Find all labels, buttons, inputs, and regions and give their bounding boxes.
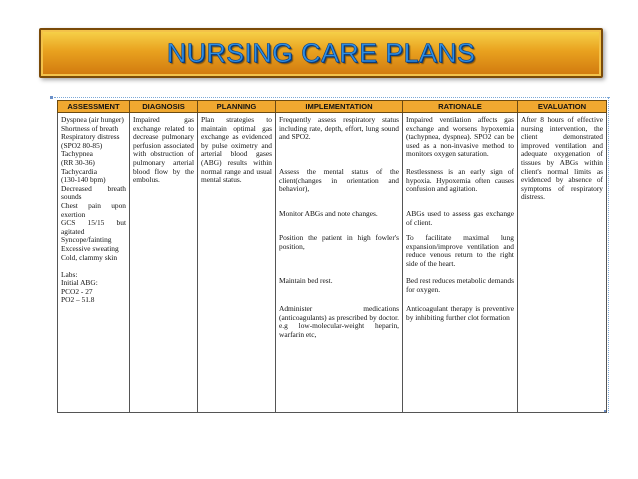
title-banner bbox=[39, 28, 603, 78]
header-diagnosis: DIAGNOSIS bbox=[130, 101, 198, 113]
header-evaluation: EVALUATION bbox=[518, 101, 607, 113]
assessment-item: (130-140 bpm) bbox=[61, 175, 106, 185]
implementation-item: Position the patient in high fowler's position, bbox=[279, 233, 399, 251]
assessment-item: Cold, clammy skin bbox=[61, 252, 118, 262]
assessment-item: Chest pain upon exertion bbox=[61, 200, 126, 219]
header-implementation: IMPLEMENTATION bbox=[276, 101, 403, 113]
planning-cell: Plan strategies to maintain optimal gas exchange as evidenced by pulse oximetry and arterial blood gases (ABG) results within normal range and usual mental status. bbox=[198, 113, 276, 413]
implementation-item: Maintain bed rest. bbox=[279, 276, 333, 285]
rationale-cell bbox=[403, 113, 518, 413]
implementation-cell bbox=[276, 113, 403, 413]
rationale-item: Anticoagulant therapy is preventive by inhibiting further clot formation bbox=[406, 304, 514, 322]
header-assessment: ASSESSMENT bbox=[58, 101, 130, 113]
assessment-item: Tachypnea bbox=[61, 149, 93, 159]
assessment-item: Syncope/fainting bbox=[61, 235, 112, 245]
implementation-item: Assess the mental status of the client(changes in orientation and behavior), bbox=[279, 167, 399, 194]
assessment-item: Decreased breath sounds bbox=[61, 183, 126, 202]
table-row bbox=[58, 113, 607, 413]
border-handle bbox=[50, 96, 53, 99]
slide-border-top bbox=[54, 97, 610, 98]
assessment-item: Excessive sweating bbox=[61, 243, 119, 253]
table-header-row bbox=[58, 101, 607, 113]
rationale-item: Bed rest reduces metabolic demands for oxygen. bbox=[406, 276, 514, 294]
labs-heading: Labs: bbox=[61, 269, 78, 279]
slide-title: NURSING CARE PLANS bbox=[166, 38, 476, 68]
lab-value: PCO2 - 27 bbox=[61, 286, 93, 296]
slide-border-right bbox=[608, 97, 609, 413]
assessment-item: Dyspnea (air hunger) bbox=[61, 115, 124, 124]
header-planning: PLANNING bbox=[198, 101, 276, 113]
assessment-item: Respiratory distress bbox=[61, 132, 120, 142]
rationale-item: Impaired ventilation affects gas exchange and worsens hypoxemia (tachypnea, dyspnea). SPO2 can be used as a non-invasive method to monitors oxygen saturation. bbox=[406, 115, 514, 159]
implementation-item: Frequently assess respiratory status including rate, depth, effort, lung sound and SPO2. bbox=[279, 115, 399, 142]
implementation-item: Administer medications (anticoagulants) as prescribed by doctor. e.g low-molecular-weight heparin, warfarin etc, bbox=[279, 304, 399, 339]
diagnosis-cell: Impaired gas exchange related to decrease pulmonary perfusion associated with obstruction of pulmonary arterial blood flow by the embolus. bbox=[130, 113, 198, 413]
care-plan-table bbox=[57, 100, 607, 413]
lab-value: PO2 – 51.8 bbox=[61, 295, 95, 305]
rationale-item: Restlessness is an early sign of hypoxia. Hypoxemia often causes confusion and agitation. bbox=[406, 167, 514, 194]
assessment-cell bbox=[58, 113, 130, 413]
rationale-item: ABGs used to assess gas exchange of client. bbox=[406, 209, 514, 227]
abg-heading: Initial ABG: bbox=[61, 278, 98, 288]
assessment-item: GCS 15/15 but agitated bbox=[61, 218, 126, 236]
assessment-item: Tachycardia bbox=[61, 166, 97, 176]
assessment-item: Shortness of breath bbox=[61, 123, 119, 133]
header-rationale: RATIONALE bbox=[403, 101, 518, 113]
implementation-item: Monitor ABGs and note changes. bbox=[279, 209, 378, 218]
assessment-item: (RR 30-36) bbox=[61, 157, 95, 167]
assessment-item: (SPO2 80-85) bbox=[61, 140, 103, 150]
evaluation-cell: After 8 hours of effective nursing intervention, the client demonstrated improved ventilation and adequate oxygenation of tissues by ABGs within client's normal limits as evidenced by absence of symptoms of respiratory distress. bbox=[518, 113, 607, 413]
rationale-item: To facilitate maximal lung expansion/improve ventilation and reduce venous return to the right side of the heart. bbox=[406, 233, 514, 268]
